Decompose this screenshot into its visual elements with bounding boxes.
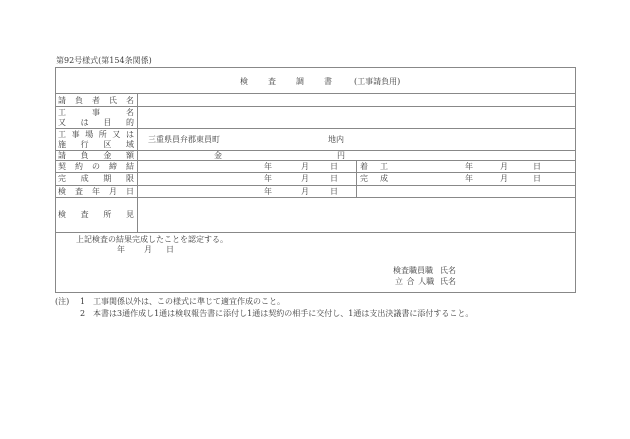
label-char: 的 [125,118,134,127]
label-char: 完 [360,174,368,183]
label-char: 場 [85,130,94,139]
work-name-field[interactable] [142,112,572,121]
label-char: 検 [58,187,66,196]
row-divider [55,197,576,198]
witness-name-field[interactable] [460,277,560,286]
witness-title: 立 合 人職 [395,277,435,286]
label-char: 名 [126,108,134,117]
work-location-suffix: 地内 [328,135,344,144]
label-char: 負 [75,96,83,105]
certification-statement: 上記検査の結果完成したことを認定する。 [76,235,228,244]
label-char: 施 [58,140,66,149]
inspection-findings-field[interactable] [142,200,572,230]
contract-date-day[interactable]: 日 [330,162,338,171]
label-char: 結 [126,162,134,171]
label-char: 約 [75,162,83,171]
label-char: 日 [126,187,134,196]
deadline-day[interactable]: 日 [330,174,338,183]
title-char: 書 [324,76,332,86]
label-char: 又 [58,118,66,127]
notes-prefix: (注) [55,297,70,306]
certification-month[interactable]: 月 [144,245,152,254]
note-number: 1 [80,297,86,306]
label-char: は [125,130,134,139]
row-divider [55,93,576,94]
contract-date-year[interactable]: 年 [264,162,272,171]
label-char: 検 [58,210,66,219]
amount-suffix: 円 [337,151,345,160]
inspector-title: 検査職員職 [393,266,433,275]
title-char: 調 [296,76,304,86]
inspection-month[interactable]: 月 [301,187,309,196]
label-char: の [92,162,100,171]
label-char: 限 [125,174,134,183]
label-char: 成 [80,174,89,183]
label-execution-area [58,140,134,149]
label-char: 工 [380,162,388,171]
label-char: 額 [125,151,134,160]
contract-amount-field[interactable] [224,151,334,160]
label-char: 見 [125,210,134,219]
note-text: 本書は3通作成し1通は検収報告書に添付し1通は契約の相手に交付し、1通は支出決議書に添付すること。 [93,309,474,318]
start-work-day[interactable]: 日 [533,162,541,171]
label-char: 工 [58,108,66,117]
label-inspection-findings [58,210,134,219]
label-char: 年 [92,187,100,196]
label-work-purpose [58,118,134,127]
label-char: 金 [103,151,112,160]
form-number: 第92号様式(第154条関係) [56,56,152,65]
note-number: 2 [80,309,86,318]
title-char: 査 [268,76,276,86]
work-location-address[interactable]: 三重県員弁郡東員町 [148,135,220,144]
label-char: 締 [109,162,117,171]
label-char: 事 [71,130,80,139]
completion-day[interactable]: 日 [533,174,541,183]
middle-column-divider [356,160,357,197]
inspector-name-field[interactable] [460,266,560,275]
label-inspection-date [58,187,134,196]
label-contract-amount [58,151,134,160]
label-char: 行 [80,140,89,149]
document-title [240,76,460,86]
label-char: 又 [112,130,121,139]
deadline-month[interactable]: 月 [301,174,309,183]
inspection-year[interactable]: 年 [264,187,272,196]
contractor-name-field[interactable] [142,96,572,105]
start-work-year[interactable]: 年 [465,162,473,171]
label-char: 請 [58,151,66,160]
label-char: 査 [75,187,83,196]
label-char: 区 [103,140,112,149]
label-char: 契 [58,162,66,171]
label-contractor-name [58,96,134,105]
start-work-month[interactable]: 月 [500,162,508,171]
label-char: 域 [125,140,134,149]
inspector-name-label: 氏名 [440,266,456,275]
label-work-location [58,130,134,139]
label-char: 事 [92,108,100,117]
label-completion-deadline [58,174,134,183]
title-subtitle: (工事請負用) [354,76,401,86]
label-char: 月 [109,187,117,196]
certification-day[interactable]: 日 [166,245,174,254]
label-work-name [58,108,134,117]
label-char: 所 [98,130,107,139]
label-char: 期 [103,174,112,183]
witness-name-label: 氏名 [440,277,456,286]
label-char: 成 [380,174,388,183]
amount-prefix: 金 [214,151,222,160]
row-divider [55,232,576,233]
completion-month[interactable]: 月 [500,174,508,183]
label-char: 氏 [109,96,117,105]
certification-year[interactable]: 年 [117,245,125,254]
label-start-work [360,162,388,171]
row-divider [55,185,576,186]
completion-year[interactable]: 年 [465,174,473,183]
deadline-year[interactable]: 年 [264,174,272,183]
label-char: 工 [58,130,66,139]
label-completion [360,174,388,183]
row-divider [55,128,576,129]
label-char: 者 [92,96,100,105]
label-char: 請 [58,96,66,105]
label-char: 負 [80,151,89,160]
label-char: 完 [58,174,66,183]
note-text: 工事関係以外は、この様式に準じて適宜作成のこと。 [93,297,285,306]
label-char: 着 [360,162,368,171]
row-divider [55,160,576,161]
label-char: は [80,118,89,127]
label-contract-date [58,162,134,171]
label-char: 名 [126,96,134,105]
inspection-day[interactable]: 日 [330,187,338,196]
row-divider [55,172,576,173]
title-char: 検 [240,76,248,86]
row-divider [55,106,576,107]
label-char: 目 [103,118,112,127]
label-char: 査 [80,210,89,219]
label-column-divider [137,93,138,232]
label-char: 所 [103,210,112,219]
contract-date-month[interactable]: 月 [301,162,309,171]
